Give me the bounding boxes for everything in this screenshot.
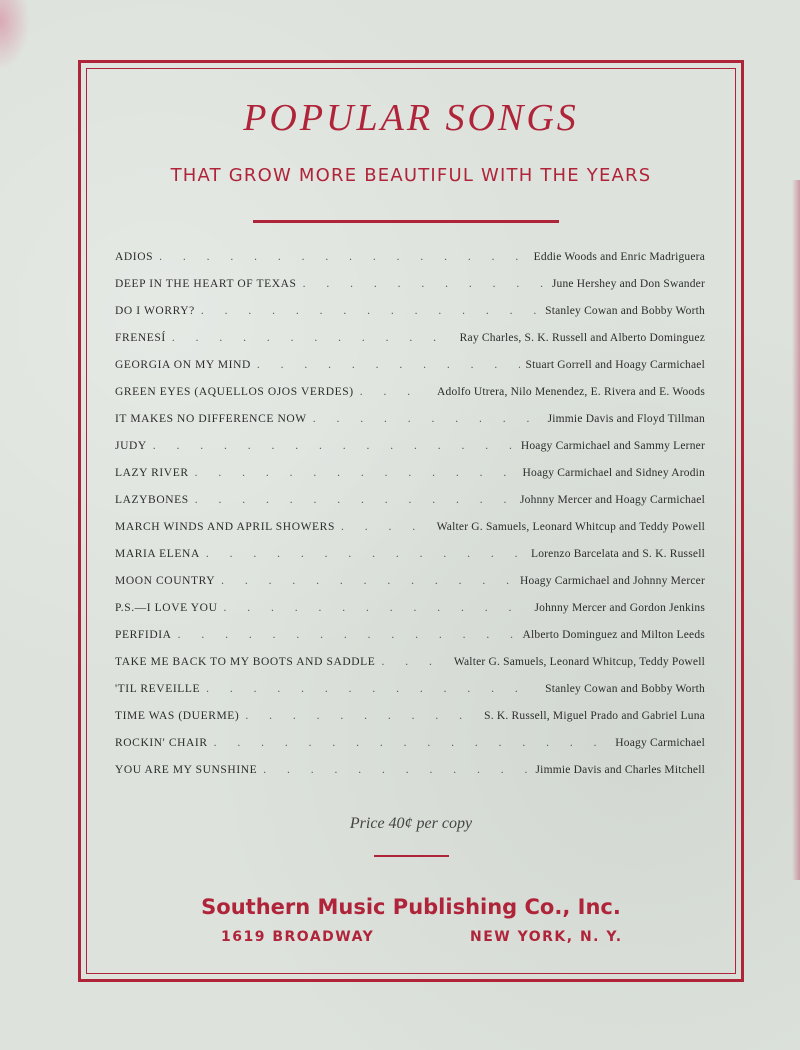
song-writers: Stanley Cowan and Bobby Worth bbox=[545, 305, 705, 317]
song-writers: Eddie Woods and Enric Madriguera bbox=[533, 251, 705, 263]
song-title: DEEP IN THE HEART OF TEXAS bbox=[115, 278, 297, 290]
song-title: TAKE ME BACK TO MY BOOTS AND SADDLE bbox=[115, 656, 376, 668]
song-title: 'TIL REVEILLE bbox=[115, 683, 201, 695]
song-row bbox=[115, 602, 705, 629]
song-writers: Alberto Dominguez and Milton Leeds bbox=[522, 629, 705, 641]
song-row bbox=[115, 440, 705, 467]
dot-leader bbox=[195, 467, 517, 479]
song-title: LAZY RIVER bbox=[115, 467, 189, 479]
song-row bbox=[115, 656, 705, 683]
price-divider bbox=[374, 855, 449, 857]
publisher-address: 1619 BROADWAY bbox=[221, 929, 375, 945]
dot-leader bbox=[303, 278, 546, 290]
song-title: PERFIDIA bbox=[115, 629, 172, 641]
pink-stain bbox=[0, 0, 30, 70]
song-writers: Stuart Gorrell and Hoagy Carmichael bbox=[525, 359, 705, 371]
song-writers: Johnny Mercer and Gordon Jenkins bbox=[534, 602, 705, 614]
dot-leader bbox=[381, 656, 447, 668]
song-row bbox=[115, 278, 705, 305]
song-row bbox=[115, 251, 705, 278]
song-title: FRENESÍ bbox=[115, 332, 166, 344]
dot-leader bbox=[224, 602, 529, 614]
song-writers: S. K. Russell, Miguel Prado and Gabriel Luna bbox=[484, 710, 705, 722]
dot-leader bbox=[172, 332, 454, 344]
dot-leader bbox=[341, 521, 431, 533]
song-row bbox=[115, 548, 705, 575]
dot-leader bbox=[159, 251, 528, 263]
dot-leader bbox=[195, 494, 514, 506]
song-title: ROCKIN' CHAIR bbox=[115, 737, 208, 749]
song-row bbox=[115, 305, 705, 332]
song-row bbox=[115, 359, 705, 386]
song-title: IT MAKES NO DIFFERENCE NOW bbox=[115, 413, 307, 425]
song-writers: Hoagy Carmichael and Sidney Arodin bbox=[522, 467, 705, 479]
song-writers: Hoagy Carmichael bbox=[615, 737, 705, 749]
song-title: ADIOS bbox=[115, 251, 154, 263]
song-title: TIME WAS (DUERME) bbox=[115, 710, 240, 722]
song-row bbox=[115, 683, 705, 710]
song-row bbox=[115, 575, 705, 602]
page-title: POPULAR SONGS bbox=[243, 97, 579, 139]
song-row bbox=[115, 386, 705, 413]
song-writers: Stanley Cowan and Bobby Worth bbox=[545, 683, 705, 695]
song-row bbox=[115, 332, 705, 359]
song-row bbox=[115, 467, 705, 494]
song-title: MARCH WINDS AND APRIL SHOWERS bbox=[115, 521, 335, 533]
song-row bbox=[115, 737, 705, 764]
song-writers: Adolfo Utrera, Nilo Menendez, E. Rivera and E. Woods bbox=[437, 386, 705, 398]
song-title: MOON COUNTRY bbox=[115, 575, 216, 587]
publisher-name: Southern Music Publishing Co., Inc. bbox=[201, 895, 621, 919]
song-title: P.S.—I LOVE YOU bbox=[115, 602, 218, 614]
price-text: Price 40¢ per copy bbox=[349, 815, 473, 832]
dot-leader bbox=[313, 413, 542, 425]
song-row bbox=[115, 521, 705, 548]
song-writers: June Hershey and Don Swander bbox=[551, 278, 705, 290]
dot-leader bbox=[206, 683, 539, 695]
dot-leader bbox=[201, 305, 539, 317]
song-title: JUDY bbox=[115, 440, 147, 452]
publisher-city: NEW YORK, N. Y. bbox=[470, 929, 623, 945]
song-writers: Walter G. Samuels, Leonard Whitcup and Teddy Powell bbox=[436, 521, 705, 533]
dot-leader bbox=[178, 629, 517, 641]
dot-leader bbox=[221, 575, 514, 587]
song-writers: Ray Charles, S. K. Russell and Alberto Dominguez bbox=[459, 332, 705, 344]
song-row bbox=[115, 494, 705, 521]
song-title: MARIA ELENA bbox=[115, 548, 200, 560]
dot-leader bbox=[214, 737, 610, 749]
dot-leader bbox=[245, 710, 478, 722]
song-writers: Lorenzo Barcelata and S. K. Russell bbox=[530, 548, 705, 560]
song-writers: Walter G. Samuels, Leonard Whitcup, Teddy Powell bbox=[453, 656, 705, 668]
song-row bbox=[115, 413, 705, 440]
song-writers: Johnny Mercer and Hoagy Carmichael bbox=[520, 494, 705, 506]
dot-leader bbox=[206, 548, 525, 560]
song-row bbox=[115, 710, 705, 737]
song-row bbox=[115, 764, 705, 791]
dot-leader bbox=[263, 764, 529, 776]
song-writers: Jimmie Davis and Floyd Tillman bbox=[547, 413, 705, 425]
dot-leader bbox=[153, 440, 515, 452]
title-divider bbox=[253, 220, 559, 223]
song-writers: Hoagy Carmichael and Johnny Mercer bbox=[520, 575, 705, 587]
right-edge-stain bbox=[792, 180, 800, 880]
song-row bbox=[115, 629, 705, 656]
song-writers: Jimmie Davis and Charles Mitchell bbox=[535, 764, 705, 776]
song-title: GREEN EYES (AQUELLOS OJOS VERDES) bbox=[115, 386, 354, 398]
song-title: LAZYBONES bbox=[115, 494, 189, 506]
song-title: YOU ARE MY SUNSHINE bbox=[115, 764, 258, 776]
dot-leader bbox=[257, 359, 520, 371]
song-title: GEORGIA ON MY MIND bbox=[115, 359, 251, 371]
song-writers: Hoagy Carmichael and Sammy Lerner bbox=[520, 440, 705, 452]
song-title: DO I WORRY? bbox=[115, 305, 195, 317]
page-subtitle: THAT GROW MORE BEAUTIFUL WITH THE YEARS bbox=[170, 165, 652, 186]
song-list bbox=[115, 251, 705, 791]
dot-leader bbox=[360, 386, 431, 398]
